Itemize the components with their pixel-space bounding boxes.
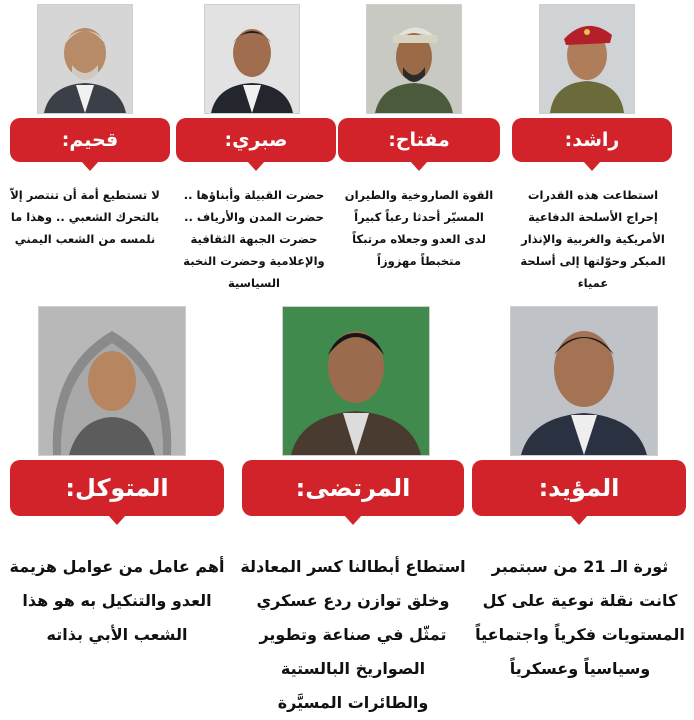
portrait-photo [510,306,658,456]
speaker-name-badge: المؤيد: [472,460,686,516]
quote-text: القوة الصاروخية والطيران المسيّر أحدثا رعباً كبيراً لدى العدو وجعلاه مرتبكاً متخبطاً مهزوزاً [344,188,494,268]
speaker-name-badge: المتوكل: [10,460,224,516]
person-suit-icon [205,5,299,113]
person-suit-icon [511,307,657,455]
portrait-photo [282,306,430,456]
portrait-photo [38,306,186,456]
person-suit-icon [283,307,429,455]
quote-text: لا تستطيع أمة أن تنتصر إلاّ بالتحرك الشعبي .. وهذا ما نلمسه من الشعب اليمني [10,188,160,246]
portrait-photo [366,4,462,114]
person-head-wrap-icon [367,5,461,113]
person-headscarf-icon [39,307,185,455]
portrait-photo [37,4,133,114]
speaker-name-badge: صبري: [176,118,336,162]
quote-text: استطاع أبطالنا كسر المعادلة وخلق توازن ردع عسكري تمثّل في صناعة وتطوير الصواريخ البالستية والطائرات المسيَّرة [240,557,466,712]
speaker-name-badge: مفتاح: [338,118,500,162]
speaker-name-badge: راشد: [512,118,672,162]
quote-text: حضرت القبيلة وأبناؤها .. حضرت المدن والأرياف .. حضرت الجبهة الثقافية والإعلامية وحضرت النخبة السياسية [183,188,325,290]
quote-text: أهم عامل من عوامل هزيمة العدو والتنكيل به هو هذا الشعب الأبي بذاته [9,557,225,644]
person-military-cap-icon [540,5,634,113]
speaker-name-badge: قحيم: [10,118,170,162]
portrait-photo [204,4,300,114]
speaker-name-badge: المرتضى: [242,460,464,516]
person-suit-icon [38,5,132,113]
quote-text: ثورة الـ 21 من سبتمبر كانت نقلة نوعية على كل المستويات فكرياً واجتماعياً وسياسياً وعسكرياً [475,557,685,678]
portrait-photo [539,4,635,114]
quote-text: استطاعت هذه القدرات إحراج الأسلحة الدفاعية الأمريكية والغربية والإنذار المبكر وحوّلتها إلى أسلحة عمياء [520,188,666,290]
